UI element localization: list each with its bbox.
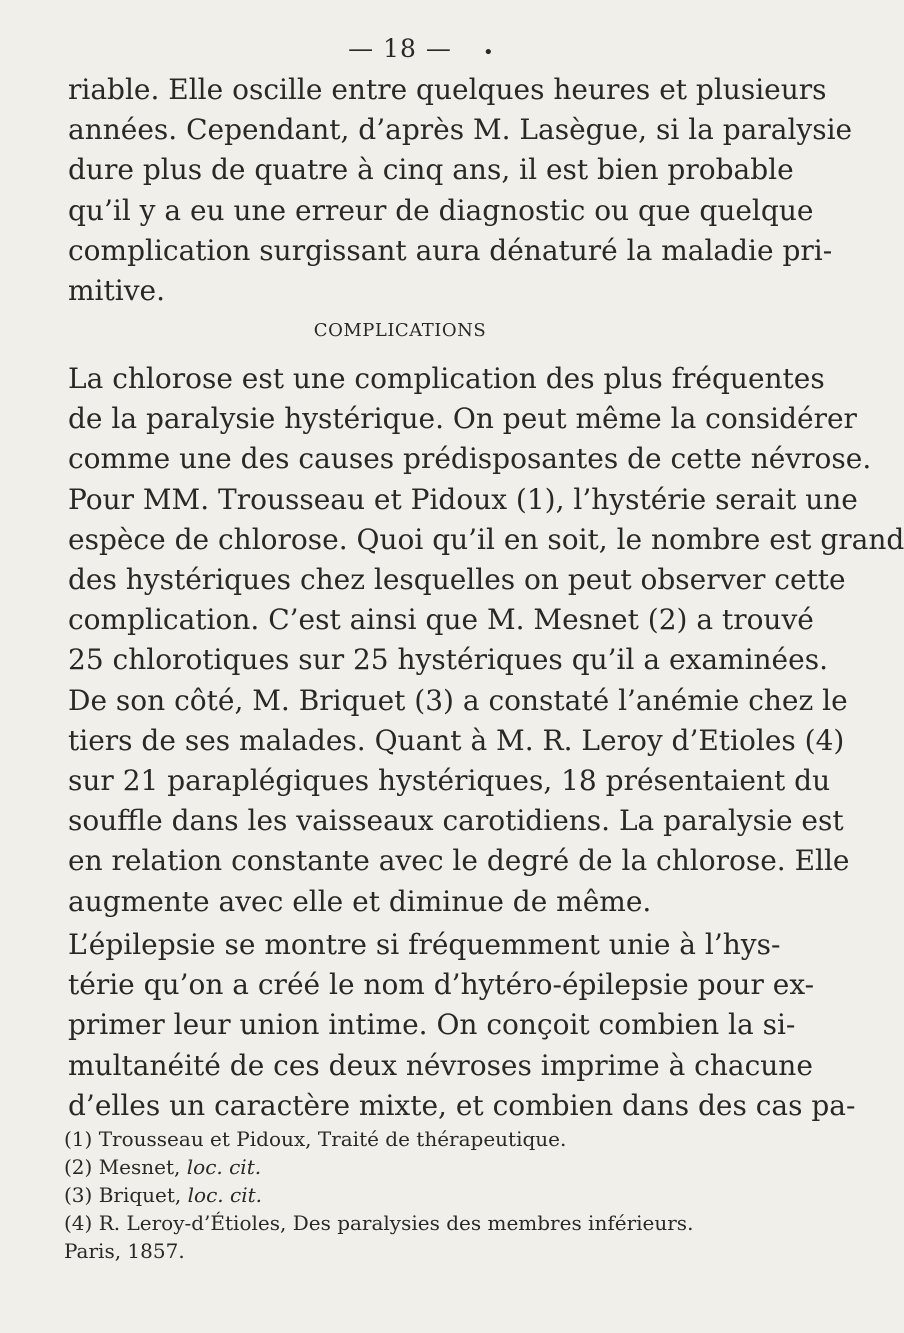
text-line: d’elles un caractère mixte, et combien dans des cas pa- [68, 1088, 856, 1122]
footnote-text: Paris, 1857. [64, 1239, 185, 1263]
text-line: espèce de chlorose. Quoi qu’il en soit, le nombre est grand [68, 522, 904, 556]
footnote [64, 1125, 754, 1153]
text-line: térie qu’on a créé le nom d’hytéro-épilepsie pour ex- [68, 968, 815, 1002]
text-line: complication surgissant aura dénaturé la maladie pri- [68, 233, 833, 267]
text-line: multanéité de ces deux névroses imprime à chacune [68, 1048, 813, 1082]
paragraph-epilepsie [68, 925, 856, 1126]
text-line: des hystériques chez lesquelles on peut observer cette [68, 563, 846, 597]
text-line: primer leur union intime. On conçoit combien la si- [68, 1008, 796, 1042]
section-heading: COMPLICATIONS [313, 320, 487, 341]
footnote-number: (4) [64, 1211, 93, 1235]
text-line: dure plus de quatre à cinq ans, il est bien probable [68, 153, 794, 187]
text-line: de la paralysie hystérique. On peut même la considérer [68, 402, 857, 436]
footnote [64, 1153, 754, 1181]
text-line: De son côté, M. Briquet (3) a constaté l’anémie chez le [68, 683, 848, 717]
footnote [64, 1181, 754, 1209]
printer-mark: • [483, 42, 494, 63]
text-line: augmente avec elle et diminue de même. [68, 884, 652, 918]
page-number: — 18 — [348, 34, 452, 63]
text-line: Pour MM. Trousseau et Pidoux (1), l’hystérie serait une [68, 482, 858, 516]
footnotes [64, 1125, 754, 1265]
text-line: comme une des causes prédisposantes de cette névrose. [68, 442, 872, 476]
footnote-text: R. Leroy-d’Étioles, Des paralysies des membres inférieurs. [98, 1211, 694, 1235]
text-line: riable. Elle oscille entre quelques heures et plusieurs [68, 73, 827, 106]
footnote [64, 1237, 754, 1265]
text-line: mitive. [68, 274, 166, 308]
text-line: 25 chlorotiques sur 25 hystériques qu’il a examinées. [68, 643, 828, 677]
footnote-text: Trousseau et Pidoux, Traité de thérapeutique. [98, 1127, 567, 1151]
paragraph-continuation [68, 70, 853, 311]
text-line: en relation constante avec le degré de la chlorose. Elle [68, 844, 850, 878]
text-line: années. Cependant, d’après M. Lasègue, si la paralysie [68, 113, 853, 147]
text-line: souffle dans les vaisseaux carotidiens. La paralysie est [68, 804, 844, 838]
footnote-text: Briquet, [98, 1183, 188, 1207]
text-line: tiers de ses malades. Quant à M. R. Leroy d’Etioles (4) [68, 723, 845, 757]
text-line: complication. C’est ainsi que M. Mesnet (2) a trouvé [68, 603, 814, 637]
footnote-number: (1) [64, 1127, 93, 1151]
text-line: La chlorose est une complication des plus fréquentes [68, 362, 825, 395]
footnote-citation: loc. cit. [186, 1155, 262, 1179]
text-line: sur 21 paraplégiques hystériques, 18 présentaient du [68, 764, 831, 798]
footnote [64, 1209, 754, 1237]
text-line: L’épilepsie se montre si fréquemment unie à l’hys- [68, 928, 781, 961]
text-line: qu’il y a eu une erreur de diagnostic ou que quelque [68, 193, 814, 227]
footnote-number: (3) [64, 1183, 93, 1207]
footnote-number: (2) [64, 1155, 93, 1179]
footnote-citation: loc. cit. [187, 1183, 262, 1207]
paragraph-chlorose [68, 359, 904, 922]
footnote-text: Mesnet, [98, 1155, 187, 1179]
